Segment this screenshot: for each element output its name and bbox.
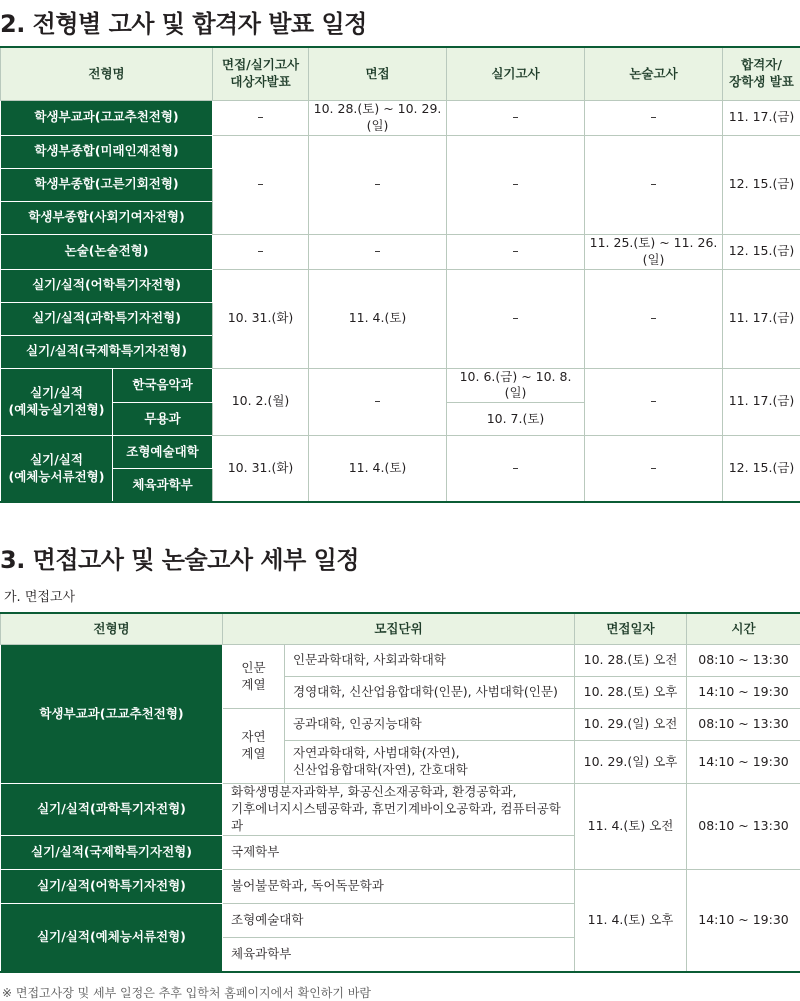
cell-practical: – xyxy=(447,234,585,269)
row-subname: 한국음악과 xyxy=(113,368,213,403)
cell-time: 14:10 ~ 19:30 xyxy=(687,869,800,972)
cell-interview: – xyxy=(309,368,447,436)
cell-date: 11. 4.(토) 오전 xyxy=(575,784,687,870)
cell-unit: 국제학부 xyxy=(223,835,575,869)
row-name: 학생부종합(사회기여자전형) xyxy=(1,201,213,234)
cell-date: 11. 4.(토) 오후 xyxy=(575,869,687,972)
section2-title: 2. 전형별 고사 및 합격자 발표 일정 xyxy=(0,10,367,38)
header-target: 면접/실기고사 대상자발표 xyxy=(213,47,309,101)
cell-unit: 조형예술대학 xyxy=(223,903,575,937)
row-name: 논술(논술전형) xyxy=(1,234,213,269)
header-essay: 논술고사 xyxy=(585,47,723,101)
cell-target: 10. 31.(화) xyxy=(213,436,309,503)
header-time: 시간 xyxy=(687,613,800,645)
schedule-table xyxy=(0,46,800,503)
cell-essay: – xyxy=(585,368,723,436)
cell-essay: – xyxy=(585,101,723,136)
cell-result: 11. 17.(금) xyxy=(723,368,800,436)
cell-interview: 11. 4.(토) xyxy=(309,269,447,368)
cell-target: – xyxy=(213,234,309,269)
cell-time: 14:10 ~ 19:30 xyxy=(687,741,800,784)
cell-target: 10. 31.(화) xyxy=(213,269,309,368)
cell-unit: 화학생명분자과학부, 화공신소재공학과, 환경공학과, 기후에너지시스템공학과, 휴먼기계바이오공학과, 컴퓨터공학과 xyxy=(223,784,575,836)
cell-time: 08:10 ~ 13:30 xyxy=(687,709,800,741)
cell-practical: – xyxy=(447,269,585,368)
cell-unit: 인문과학대학, 사회과학대학 xyxy=(285,645,575,677)
header-result: 합격자/ 장학생 발표 xyxy=(723,47,800,101)
header-practical: 실기고사 xyxy=(447,47,585,101)
cell-result: 11. 17.(금) xyxy=(723,101,800,136)
cell-essay: – xyxy=(585,269,723,368)
row-name: 실기/실적 (예체능실기전형) xyxy=(1,368,113,436)
row-name: 실기/실적 (예체능서류전형) xyxy=(1,436,113,503)
footnote: ※ 면접고사장 및 세부 일정은 추후 입학처 홈페이지에서 확인하기 바람 xyxy=(2,986,371,1000)
row-name: 실기/실적(국제학특기자전형) xyxy=(1,335,213,368)
cell-unit: 경영대학, 신산업융합대학(인문), 사범대학(인문) xyxy=(285,677,575,709)
cell-date: 10. 28.(토) 오후 xyxy=(575,677,687,709)
header-interview: 면접 xyxy=(309,47,447,101)
row-name: 학생부교과(고교추천전형) xyxy=(1,101,213,136)
cell-target: – xyxy=(213,101,309,136)
cell-track: 자연 계열 xyxy=(223,709,285,784)
row-name: 실기/실적(어학특기자전형) xyxy=(1,269,213,302)
row-subname: 체육과학부 xyxy=(113,469,213,503)
section3-title: 3. 면접고사 및 논술고사 세부 일정 xyxy=(0,546,359,574)
row-name: 학생부종합(고른기회전형) xyxy=(1,168,213,201)
cell-time: 08:10 ~ 13:30 xyxy=(687,645,800,677)
header-date: 면접일자 xyxy=(575,613,687,645)
row-subname: 조형예술대학 xyxy=(113,436,213,469)
interview-table xyxy=(0,612,800,973)
cell-time: 14:10 ~ 19:30 xyxy=(687,677,800,709)
cell-practical: 10. 6.(금) ~ 10. 8.(일) xyxy=(447,368,585,403)
cell-practical: 10. 7.(토) xyxy=(447,403,585,436)
cell-interview: 10. 28.(토) ~ 10. 29.(일) xyxy=(309,101,447,136)
cell-interview: – xyxy=(309,234,447,269)
cell-result: 12. 15.(금) xyxy=(723,436,800,503)
row-name: 학생부교과(고교추천전형) xyxy=(1,645,223,784)
row-name: 실기/실적(예체능서류전형) xyxy=(1,903,223,972)
cell-target: 10. 2.(월) xyxy=(213,368,309,436)
cell-date: 10. 29.(일) 오후 xyxy=(575,741,687,784)
cell-result: 11. 17.(금) xyxy=(723,269,800,368)
cell-result: 12. 15.(금) xyxy=(723,135,800,234)
row-name: 실기/실적(국제학특기자전형) xyxy=(1,835,223,869)
cell-unit: 체육과학부 xyxy=(223,937,575,972)
row-name: 실기/실적(어학특기자전형) xyxy=(1,869,223,903)
cell-essay: – xyxy=(585,135,723,234)
row-name: 실기/실적(과학특기자전형) xyxy=(1,302,213,335)
cell-unit: 자연과학대학, 사범대학(자연), 신산업융합대학(자연), 간호대학 xyxy=(285,741,575,784)
cell-unit: 불어불문학과, 독어독문학과 xyxy=(223,869,575,903)
cell-interview: 11. 4.(토) xyxy=(309,436,447,503)
cell-practical: – xyxy=(447,135,585,234)
row-subname: 무용과 xyxy=(113,403,213,436)
cell-essay: – xyxy=(585,436,723,503)
cell-date: 10. 28.(토) 오전 xyxy=(575,645,687,677)
cell-time: 08:10 ~ 13:30 xyxy=(687,784,800,870)
section3-subtitle: 가. 면접고사 xyxy=(4,590,76,605)
cell-interview: – xyxy=(309,135,447,234)
row-name: 학생부종합(미래인재전형) xyxy=(1,135,213,168)
cell-result: 12. 15.(금) xyxy=(723,234,800,269)
cell-track: 인문 계열 xyxy=(223,645,285,709)
cell-target: – xyxy=(213,135,309,234)
header-unit: 모집단위 xyxy=(223,613,575,645)
cell-practical: – xyxy=(447,101,585,136)
row-name: 실기/실적(과학특기자전형) xyxy=(1,784,223,836)
cell-essay: 11. 25.(토) ~ 11. 26.(일) xyxy=(585,234,723,269)
cell-date: 10. 29.(일) 오전 xyxy=(575,709,687,741)
cell-unit: 공과대학, 인공지능대학 xyxy=(285,709,575,741)
header-type: 전형명 xyxy=(1,613,223,645)
header-type: 전형명 xyxy=(1,47,213,101)
cell-practical: – xyxy=(447,436,585,503)
